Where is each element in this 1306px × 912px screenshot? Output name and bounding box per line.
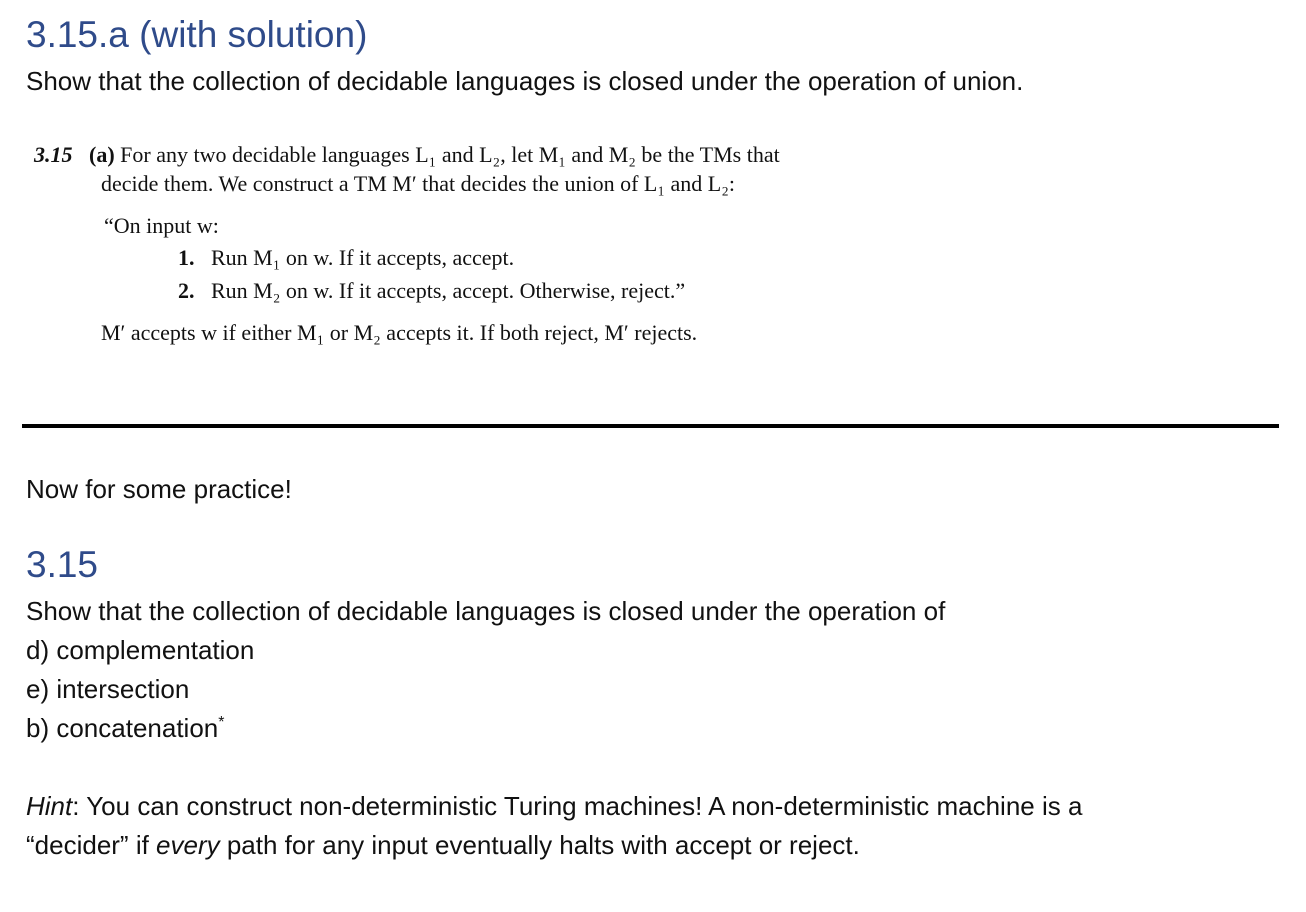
hint-text-2-pre: “decider” if (26, 830, 157, 860)
practice-part-e: e) intersection (26, 674, 190, 704)
solution-line-2: decide them. We construct a TM M′ that decides the union of L₁ and L₂: (101, 171, 736, 196)
hint-line-1 (26, 791, 1082, 822)
hint-every: every (156, 830, 220, 860)
solution-line-1 (34, 142, 780, 168)
practice-part-b-text: b) concatenation (26, 713, 219, 743)
star-mark: * (218, 714, 225, 731)
practice-statement: Show that the collection of decidable languages is closed under the operation of (26, 596, 946, 626)
section-a-heading: 3.15.a (with solution) (26, 14, 368, 55)
step-2-text: Run M₂ on w. If it accepts, accept. Otherwise, reject.” (211, 278, 686, 303)
hint-text-2-post: path for any input eventually halts with accept or reject. (219, 830, 860, 860)
part-label: (a) (89, 142, 115, 167)
step-1-text: Run M₁ on w. If it accepts, accept. (211, 245, 515, 270)
solution-text-1: For any two decidable languages L₁ and L₂, let M₁ and M₂ be the TMs that (120, 142, 780, 167)
hint-text-1: : You can construct non-deterministic Turing machines! A non-deterministic machine is a (72, 791, 1083, 821)
practice-part-b (26, 713, 224, 744)
section-divider (22, 424, 1279, 428)
step-2-number: 2. (178, 278, 195, 303)
step-1-number: 1. (178, 245, 195, 270)
practice-part-d: d) complementation (26, 635, 255, 665)
step-2 (178, 278, 685, 304)
practice-intro: Now for some practice! (26, 474, 292, 504)
section-a-statement: Show that the collection of decidable languages is closed under the operation of union. (26, 66, 1024, 96)
hint-label: Hint (26, 791, 73, 821)
solution-conclusion: M′ accepts w if either M₁ or M₂ accepts it. If both reject, M′ rejects. (101, 320, 698, 345)
practice-heading: 3.15 (26, 544, 99, 585)
problem-number: 3.15 (34, 142, 73, 167)
hint-line-2 (26, 830, 860, 861)
on-input-line: “On input w: (104, 213, 219, 238)
step-1 (178, 245, 514, 271)
